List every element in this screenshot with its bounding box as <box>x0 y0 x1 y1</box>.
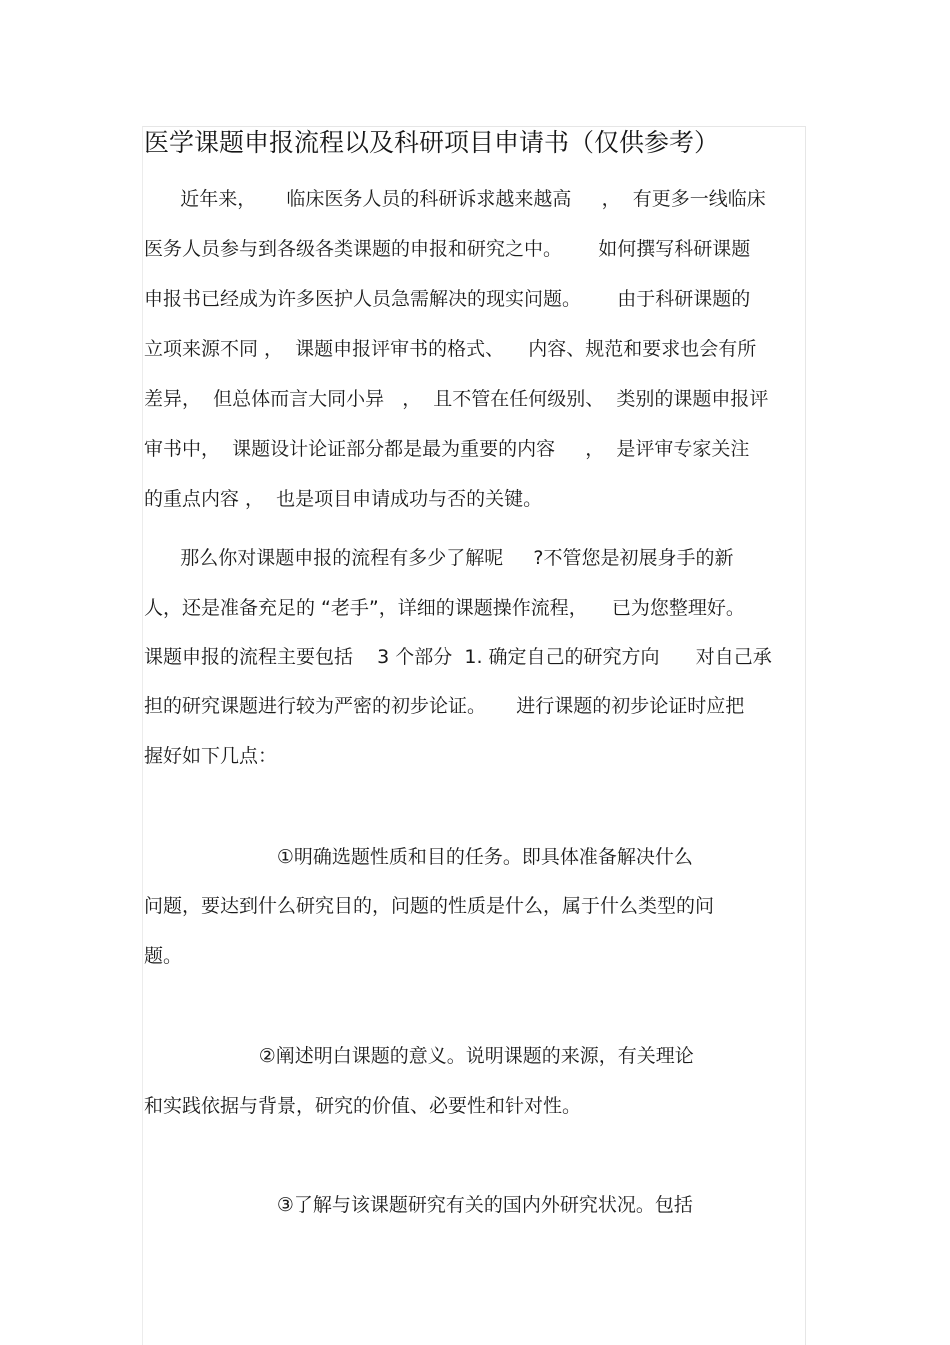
text-line: 担的研究课题进行较为严密的初步论证。 进行课题的初步论证时应把 <box>144 695 745 717</box>
text-line: 题。 <box>144 945 183 967</box>
text-line: 问题，要达到什么研究目的，问题的性质是什么，属于什么类型的问 <box>144 895 715 917</box>
text-line: 那么你对课题申报的流程有多少了解呢 ?不管您是初展身手的新 <box>144 547 734 569</box>
document-title: 医学课题申报流程以及科研项目申请书（仅供参考） <box>144 128 720 157</box>
text-line: 的重点内容 ， 也是项目申请成功与否的关键。 <box>144 488 543 510</box>
text-line: ③了解与该课题研究有关的国内外研究状况。包括 <box>144 1194 693 1216</box>
text-line: 近年来， 临床医务人员的科研诉求越来越高 ， 有更多一线临床 <box>144 188 766 210</box>
text-line: 和实践依据与背景，研究的价值、必要性和针对性。 <box>144 1095 582 1117</box>
text-line: 审书中， 课题设计论证部分都是最为重要的内容 ， 是评审专家关注 <box>144 438 750 460</box>
text-line: 申报书已经成为许多医护人员急需解决的现实问题。 由于科研课题的 <box>144 288 751 310</box>
text-line: 立项来源不同 ， 课题申报评审书的格式、 内容、规范和要求也会有所 <box>144 338 757 360</box>
text-line: ②阐述明白课题的意义。说明课题的来源，有关理论 <box>144 1045 694 1067</box>
text-line: 课题申报的流程主要包括 3 个部分 1. 确定自己的研究方向 对自己承 <box>144 646 772 668</box>
text-line: 握好如下几点： <box>144 745 278 767</box>
text-line: 人，还是准备充足的 “老手”，详细的课题操作流程， 已为您整理好。 <box>144 597 745 619</box>
text-line: 差异， 但总体而言大同小异 ， 且不管在任何级别、 类别的课题申报评 <box>144 388 769 410</box>
text-line: ①明确选题性质和目的任务。即具体准备解决什么 <box>144 846 693 868</box>
text-line: 医务人员参与到各级各类课题的申报和研究之中。 如何撰写科研课题 <box>144 238 751 260</box>
